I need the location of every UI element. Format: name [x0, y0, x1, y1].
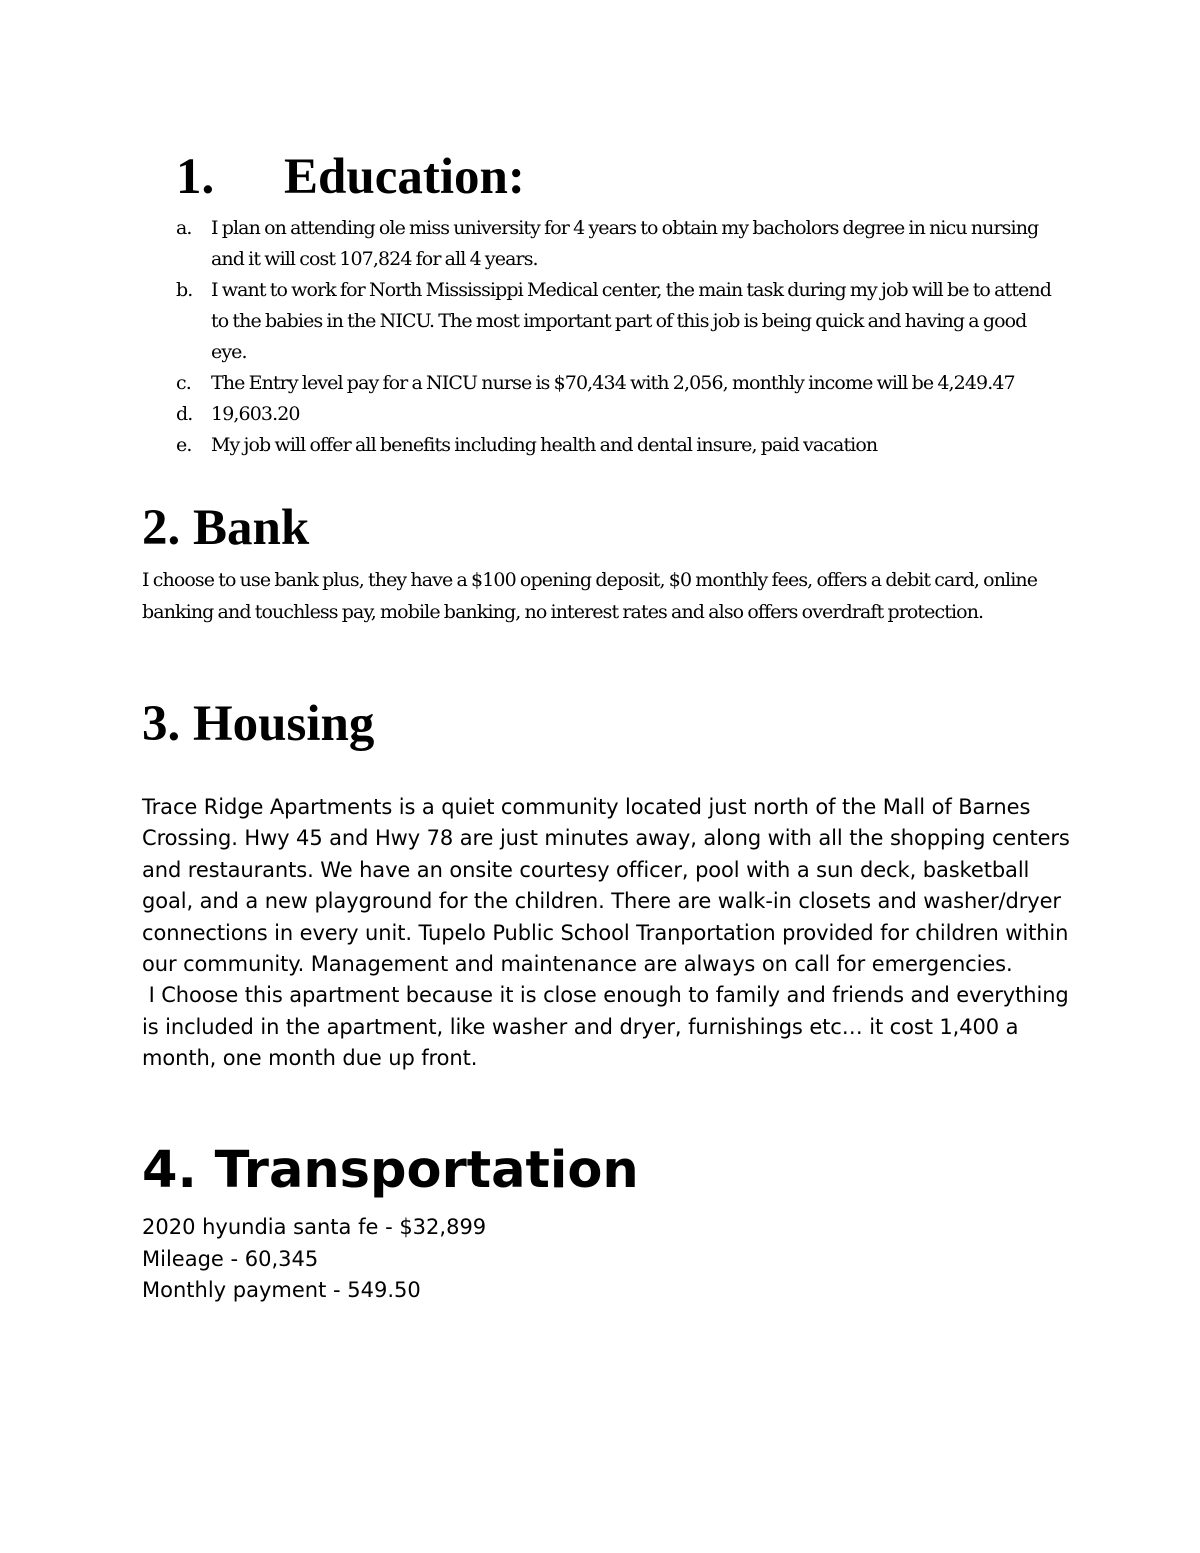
- mileage-line: Mileage - 60,345: [142, 1246, 319, 1271]
- education-item-a: [176, 213, 1056, 275]
- list-marker: c.: [176, 372, 191, 394]
- list-marker: e.: [176, 434, 192, 456]
- education-item-c: [176, 368, 1056, 399]
- transportation-heading: 4. Transportation: [142, 1141, 639, 1200]
- education-heading-number: 1.: [176, 149, 215, 205]
- housing-description: Trace Ridge Apartments is a quiet community located just north of the Mall of Barnes Crossing. Hwy 45 and Hwy 78 are just minutes away, along with all the shopping centers and restaurants. We have an onsite courtesy officer, pool with a sun deck, basketball goal, and a new playground for the children. There are walk-in closets and washer/dryer connections in every unit. Tupelo Public School Tranportation provided for children within our community. Management and maintenance are always on call for emergencies.: [142, 795, 1070, 977]
- education-item-d: [176, 399, 1056, 430]
- education-item-text: I plan on attending ole miss university for 4 years to obtain my bacholors degree in nicu nursing and it will cost 107,824 for all 4 years.: [211, 217, 1039, 270]
- list-marker: d.: [176, 403, 193, 425]
- list-marker: a.: [176, 217, 192, 239]
- monthly-payment-line: Monthly payment - 549.50: [142, 1278, 421, 1302]
- housing-reason: I Choose this apartment because it is close enough to family and friends and everything is included in the apartment, like washer and dryer, furnishings etc… it cost 1,400 a month, one month due up front.: [142, 983, 1076, 1071]
- housing-section: [142, 792, 1077, 1075]
- bank-heading: 2. Bank: [142, 500, 310, 556]
- education-item-text: 19,603.20: [211, 403, 300, 425]
- education-item-text: My job will offer all benefits including health and dental insure, paid vacation: [211, 434, 878, 456]
- housing-heading: 3. Housing: [142, 696, 375, 752]
- education-item-text: I want to work for North Mississippi Medical center, the main task during my job will be to attend to the babies in the NICU. The most important part of this job is being quick and having a good eye.: [211, 279, 1051, 363]
- transportation-details: [142, 1212, 1072, 1307]
- education-item-text: The Entry level pay for a NICU nurse is $70,434 with 2,056, monthly income will be 4,249.47: [211, 372, 1015, 394]
- list-marker: b.: [176, 279, 193, 301]
- car-line: 2020 hyundia santa fe - $32,899: [142, 1215, 487, 1239]
- bank-paragraph: I choose to use bank plus, they have a $100 opening deposit, $0 monthly fees, offers a debit card, online banking and touchless pay, mobile banking, no interest rates and also offers overdraft protection.: [142, 569, 1038, 623]
- education-heading: [176, 148, 525, 206]
- education-list: [176, 213, 1056, 461]
- education-item-b: [176, 275, 1056, 368]
- education-heading-title: Education:: [284, 149, 525, 205]
- education-item-e: [176, 430, 1056, 461]
